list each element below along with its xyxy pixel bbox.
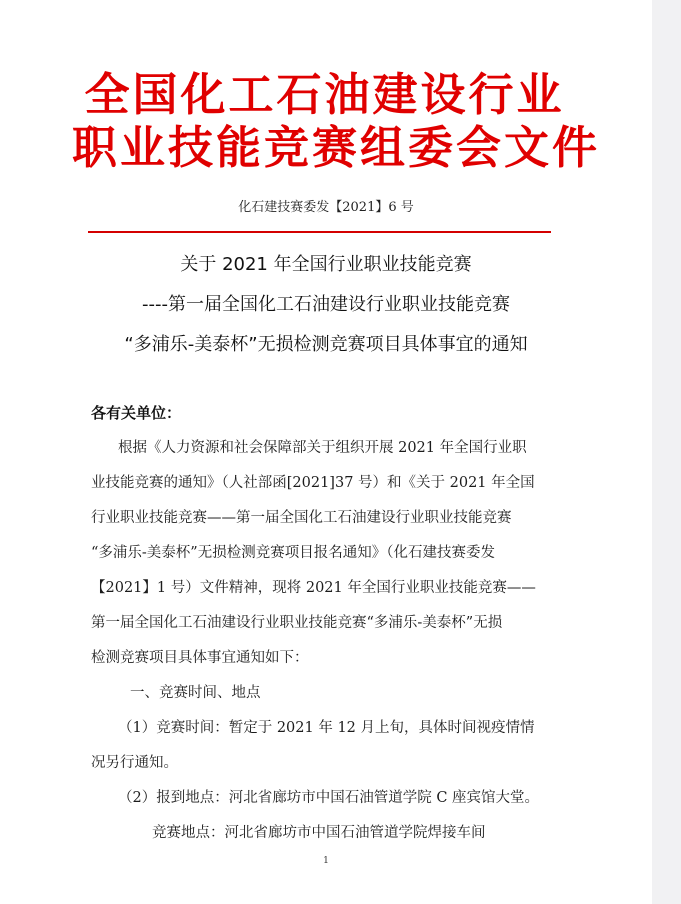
body-line: 检测竞赛项目具体事宜通知如下： [91, 650, 309, 666]
viewer-background-strip [652, 0, 681, 904]
body-line: 行业职业技能竞赛——第一届全国化工石油建设行业职业技能竞赛 [91, 510, 512, 526]
item3: 竞赛地点：河北省廊坊市中国石油管道学院焊接车间 [152, 825, 486, 841]
header-title-line1: 全国化工石油建设行业 [84, 68, 565, 121]
body-line: “多浦乐-美泰杯”无损检测竞赛项目报名通知》（化石建技赛委发 [91, 545, 495, 561]
item1-line1: （1）竞赛时间：暂定于 2021 年 12 月上旬，具体时间视疫情情 [118, 720, 535, 736]
notice-title-line1: 关于 2021 年全国行业职业技能竞赛 [180, 254, 472, 275]
notice-title-line2: ----第一届全国化工石油建设行业职业技能竞赛 [142, 294, 510, 315]
item1-line2: 况另行通知。 [91, 755, 178, 771]
header-title-line2: 职业技能竞赛组委会文件 [72, 121, 601, 174]
red-divider-line [88, 231, 551, 233]
body-line: 第一届全国化工石油建设行业职业技能竞赛“多浦乐-美泰杯”无损 [91, 615, 503, 631]
body-line: 根据《人力资源和社会保障部关于组织开展 2021 年全国行业职 [118, 440, 527, 456]
page-number: 1 [323, 856, 329, 866]
item2: （2）报到地点：河北省廊坊市中国石油管道学院 C 座宾馆大堂。 [118, 790, 540, 806]
salutation: 各有关单位： [91, 404, 182, 422]
notice-title-line3: “多浦乐-美泰杯”无损检测竞赛项目具体事宜的通知 [124, 334, 528, 355]
body-line: 【2021】1 号）文件精神，现将 2021 年全国行业职业技能竞赛—— [91, 580, 536, 596]
body-line: 业技能竞赛的通知》（人社部函[2021]37 号）和《关于 2021 年全国 [91, 475, 535, 491]
section1-heading: 一、竞赛时间、地点 [130, 685, 261, 701]
document-number: 化石建技赛委发【2021】6 号 [238, 200, 414, 215]
